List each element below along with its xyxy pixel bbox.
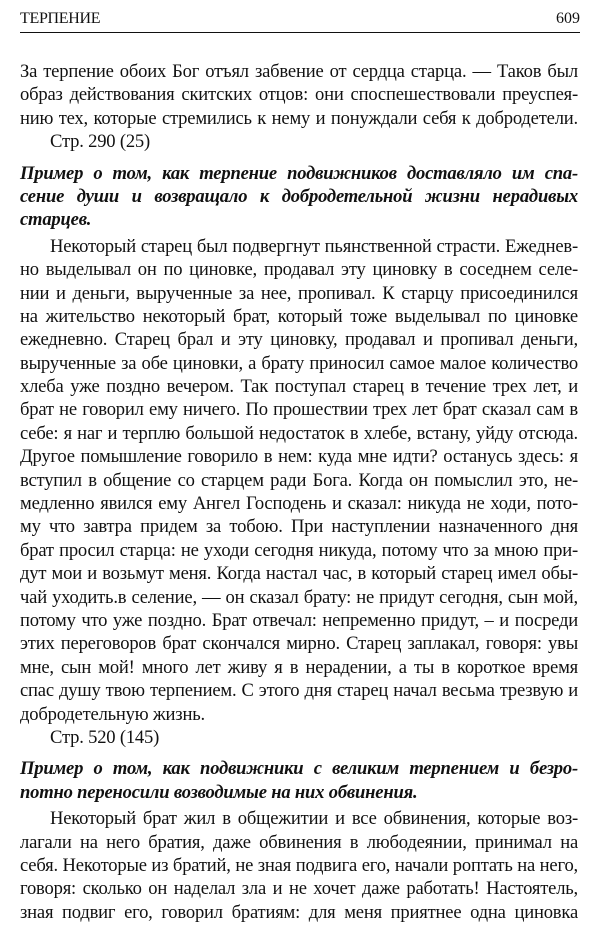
section1-heading bbox=[20, 162, 578, 232]
text-line: себе: я наг и терплю большой недостаток в хлебе, встану, уйду отсюда. bbox=[20, 422, 578, 444]
heading-line: потно переносили возводимые на них обвинения. bbox=[20, 781, 418, 803]
source-reference: Стр. 520 (145) bbox=[50, 726, 160, 748]
section1-paragraph bbox=[20, 235, 578, 750]
text-line: Другое помышление говорило в нем: куда мне идти? останусь здесь: я bbox=[20, 446, 578, 468]
text-line: медленно явился ему Ангел Господень и сказал: никуда не ходи, пото- bbox=[20, 493, 578, 515]
text-line: но выделывал он по циновке, продавал эту циновку в соседнем селе- bbox=[20, 259, 578, 281]
running-title: ТЕРПЕНИЕ bbox=[20, 10, 101, 27]
heading-line: Пример о том, как подвижники с великим терпением и безро- bbox=[20, 758, 578, 780]
text-line: чай уходить.в селение, — он сказал брату: не придут сегодня, сын мой, bbox=[20, 586, 578, 608]
text-line: говоря: сколько он наделал зла и не хочет даже работать! Настоятель, bbox=[20, 878, 578, 900]
text-line: Некоторый брат жил в общежитии и все обвинения, которые воз- bbox=[50, 808, 578, 830]
heading-line: старцев. bbox=[20, 209, 92, 231]
text-line: брат просил старца: не уходи сегодня никуда, потому что за мною при- bbox=[20, 539, 578, 561]
text-line: мне, сын мой! много лет живу я в нерадении, а ты в короткое время bbox=[20, 656, 578, 678]
section2-heading bbox=[20, 757, 578, 804]
heading-line: сение души и возвращало к добродетельной жизни нерадивых bbox=[20, 185, 578, 207]
section2-paragraph bbox=[20, 807, 578, 924]
text-line: вступил в общение со старцем ради Бога. Когда он помыслил это, не- bbox=[20, 469, 578, 491]
text-line: За терпение обоих Бог отъял забвение от сердца старца. — Таков был bbox=[20, 61, 578, 82]
text-line: добродетельную жизнь. bbox=[20, 703, 205, 725]
text-line: образ действования скитских отцов: они споспешествовали преуспея- bbox=[20, 84, 578, 106]
intro-paragraph bbox=[20, 60, 578, 154]
page-body bbox=[20, 60, 578, 924]
text-line: му что завтра придем за тобою. При наступлении назначенного дня bbox=[20, 516, 578, 538]
text-line: вырученные за обе циновки, а брату приносил самое малое количество bbox=[20, 352, 578, 374]
text-line: Некоторый старец был подвергнут пьянственной страсти. Ежеднев- bbox=[50, 235, 578, 257]
text-line: на жительство некоторый брат, который тоже выделывал по циновке bbox=[20, 305, 578, 327]
source-reference: Стр. 290 (25) bbox=[50, 131, 151, 153]
text-line: зная подвиг его, говорил братиям: для меня приятнее одна циновка bbox=[20, 901, 578, 923]
text-line: нию тех, которые стремились к нему и понуждали себя к добродетели. bbox=[20, 107, 578, 129]
running-header bbox=[20, 6, 580, 33]
page-number: 609 bbox=[556, 10, 580, 27]
text-line: спас душу твою терпением. С этого дня старец начал весьма трезвую и bbox=[20, 680, 578, 702]
text-line: этих переговоров брат скончался мирно. Старец заплакал, говоря: увы bbox=[20, 633, 578, 655]
text-line: ежедневно. Старец брал и эту циновку, продавал и пропивал деньги, bbox=[20, 329, 578, 351]
text-line: хлеба уже поздно вечером. Так поступал старец в течение трех лет, и bbox=[20, 376, 578, 398]
text-line: брат не говорил ему ничего. По прошествии трех лет брат сказал сам в bbox=[20, 399, 578, 421]
text-line: себя. Некоторые из братий, не зная подвига его, начали роптать на него, bbox=[20, 854, 578, 876]
text-line: дут мои и возьмут меня. Когда настал час, в который старец имел обы- bbox=[20, 563, 578, 585]
text-line: потому что уже поздно. Брат отвечал: непременно придут, – и посреди bbox=[20, 609, 578, 631]
text-line: нии и деньги, вырученные за нее, пропивал. К старцу присоединился bbox=[20, 282, 578, 304]
text-line: лагали на него братия, даже обвинения в любодеянии, принимал на bbox=[20, 831, 578, 853]
heading-line: Пример о том, как терпение подвижников доставляло им спа- bbox=[20, 162, 578, 184]
